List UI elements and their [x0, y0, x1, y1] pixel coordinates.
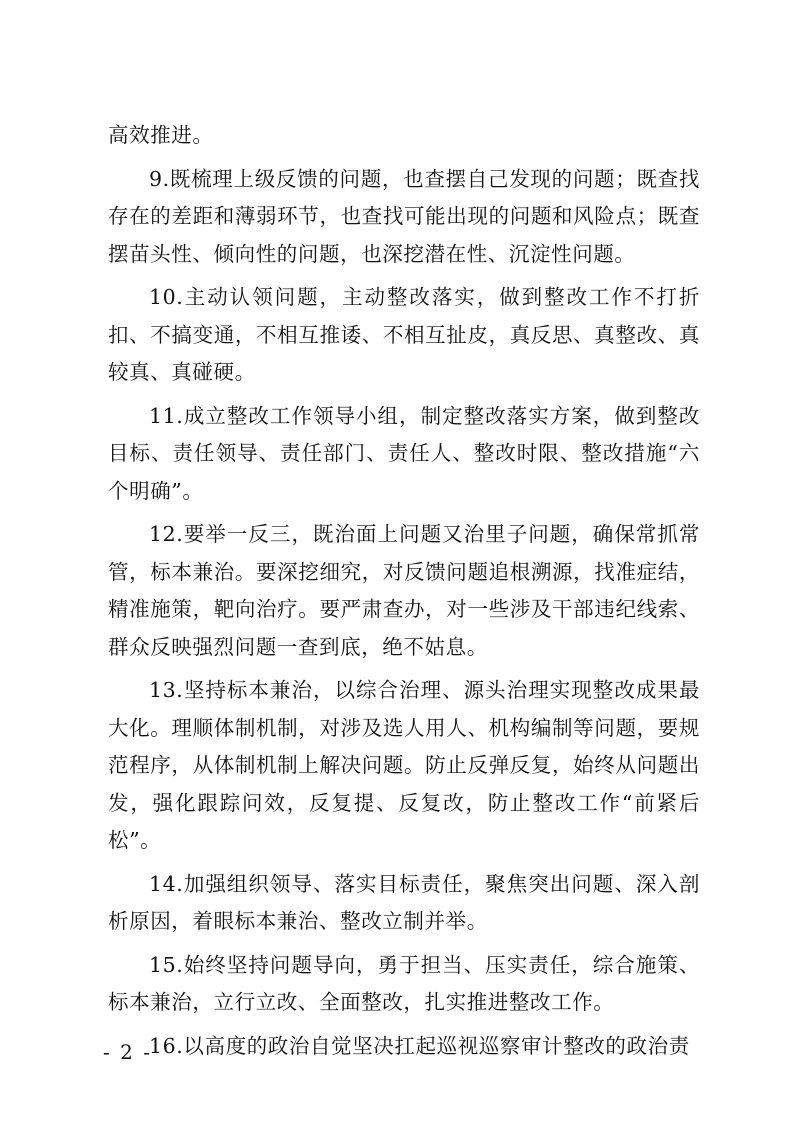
document-body [108, 117, 700, 1071]
paragraph-item-10: 10.主动认领问题，主动整改落实，做到整改工作不打折扣、不搞变通，不相互推诿、不相互扯皮，真反思、真整改、真较真、真碰硬。 [108, 285, 700, 384]
paragraph-item-16: 16.以高度的政治自觉坚决扛起巡视巡察审计整改的政治责 [149, 1033, 690, 1058]
page-number: - 2 - [103, 1040, 152, 1064]
paragraph-continuation: 高效推进。 [108, 123, 214, 147]
paragraph-item-11: 11.成立整改工作领导小组，制定整改落实方案，做到整改目标、责任领导、责任部门、责任人、整改时限、整改措施“六个明确”。 [108, 403, 700, 503]
paragraph-item-12: 12.要举一反三，既治面上问题又治里子问题，确保常抓常管，标本兼治。要深挖细究，对反馈问题追根溯源，找准症结，精准施策，靶向治疗。要严肃查办，对一些涉及干部违纪线索、群众反映强烈问题一查到底，绝不姑息。 [108, 522, 700, 659]
paragraph-item-13: 13.坚持标本兼治，以综合治理、源头治理实现整改成果最大化。理顺体制机制，对涉及选人用人、机构编制等问题，要规范程序，从体制机制上解决问题。防止反弹反复，始终从问题出发，强化跟踪问效，反复提、反复改，防止整改工作“前紧后松”。 [108, 678, 700, 852]
paragraph-item-14: 14.加强组织领导、落实目标责任，聚焦突出问题、深入剖析原因，着眼标本兼治、整改立制并举。 [108, 871, 700, 933]
paragraph-item-15: 15.始终坚持问题导向，勇于担当、压实责任，综合施策、标本兼治，立行立改、全面整改，扎实推进整改工作。 [108, 952, 700, 1014]
paragraph-item-9: 9.既梳理上级反馈的问题，也查摆自己发现的问题；既查找存在的差距和薄弱环节，也查找可能出现的问题和风险点；既查摆苗头性、倾向性的问题，也深挖潜在性、沉淀性问题。 [108, 166, 700, 266]
